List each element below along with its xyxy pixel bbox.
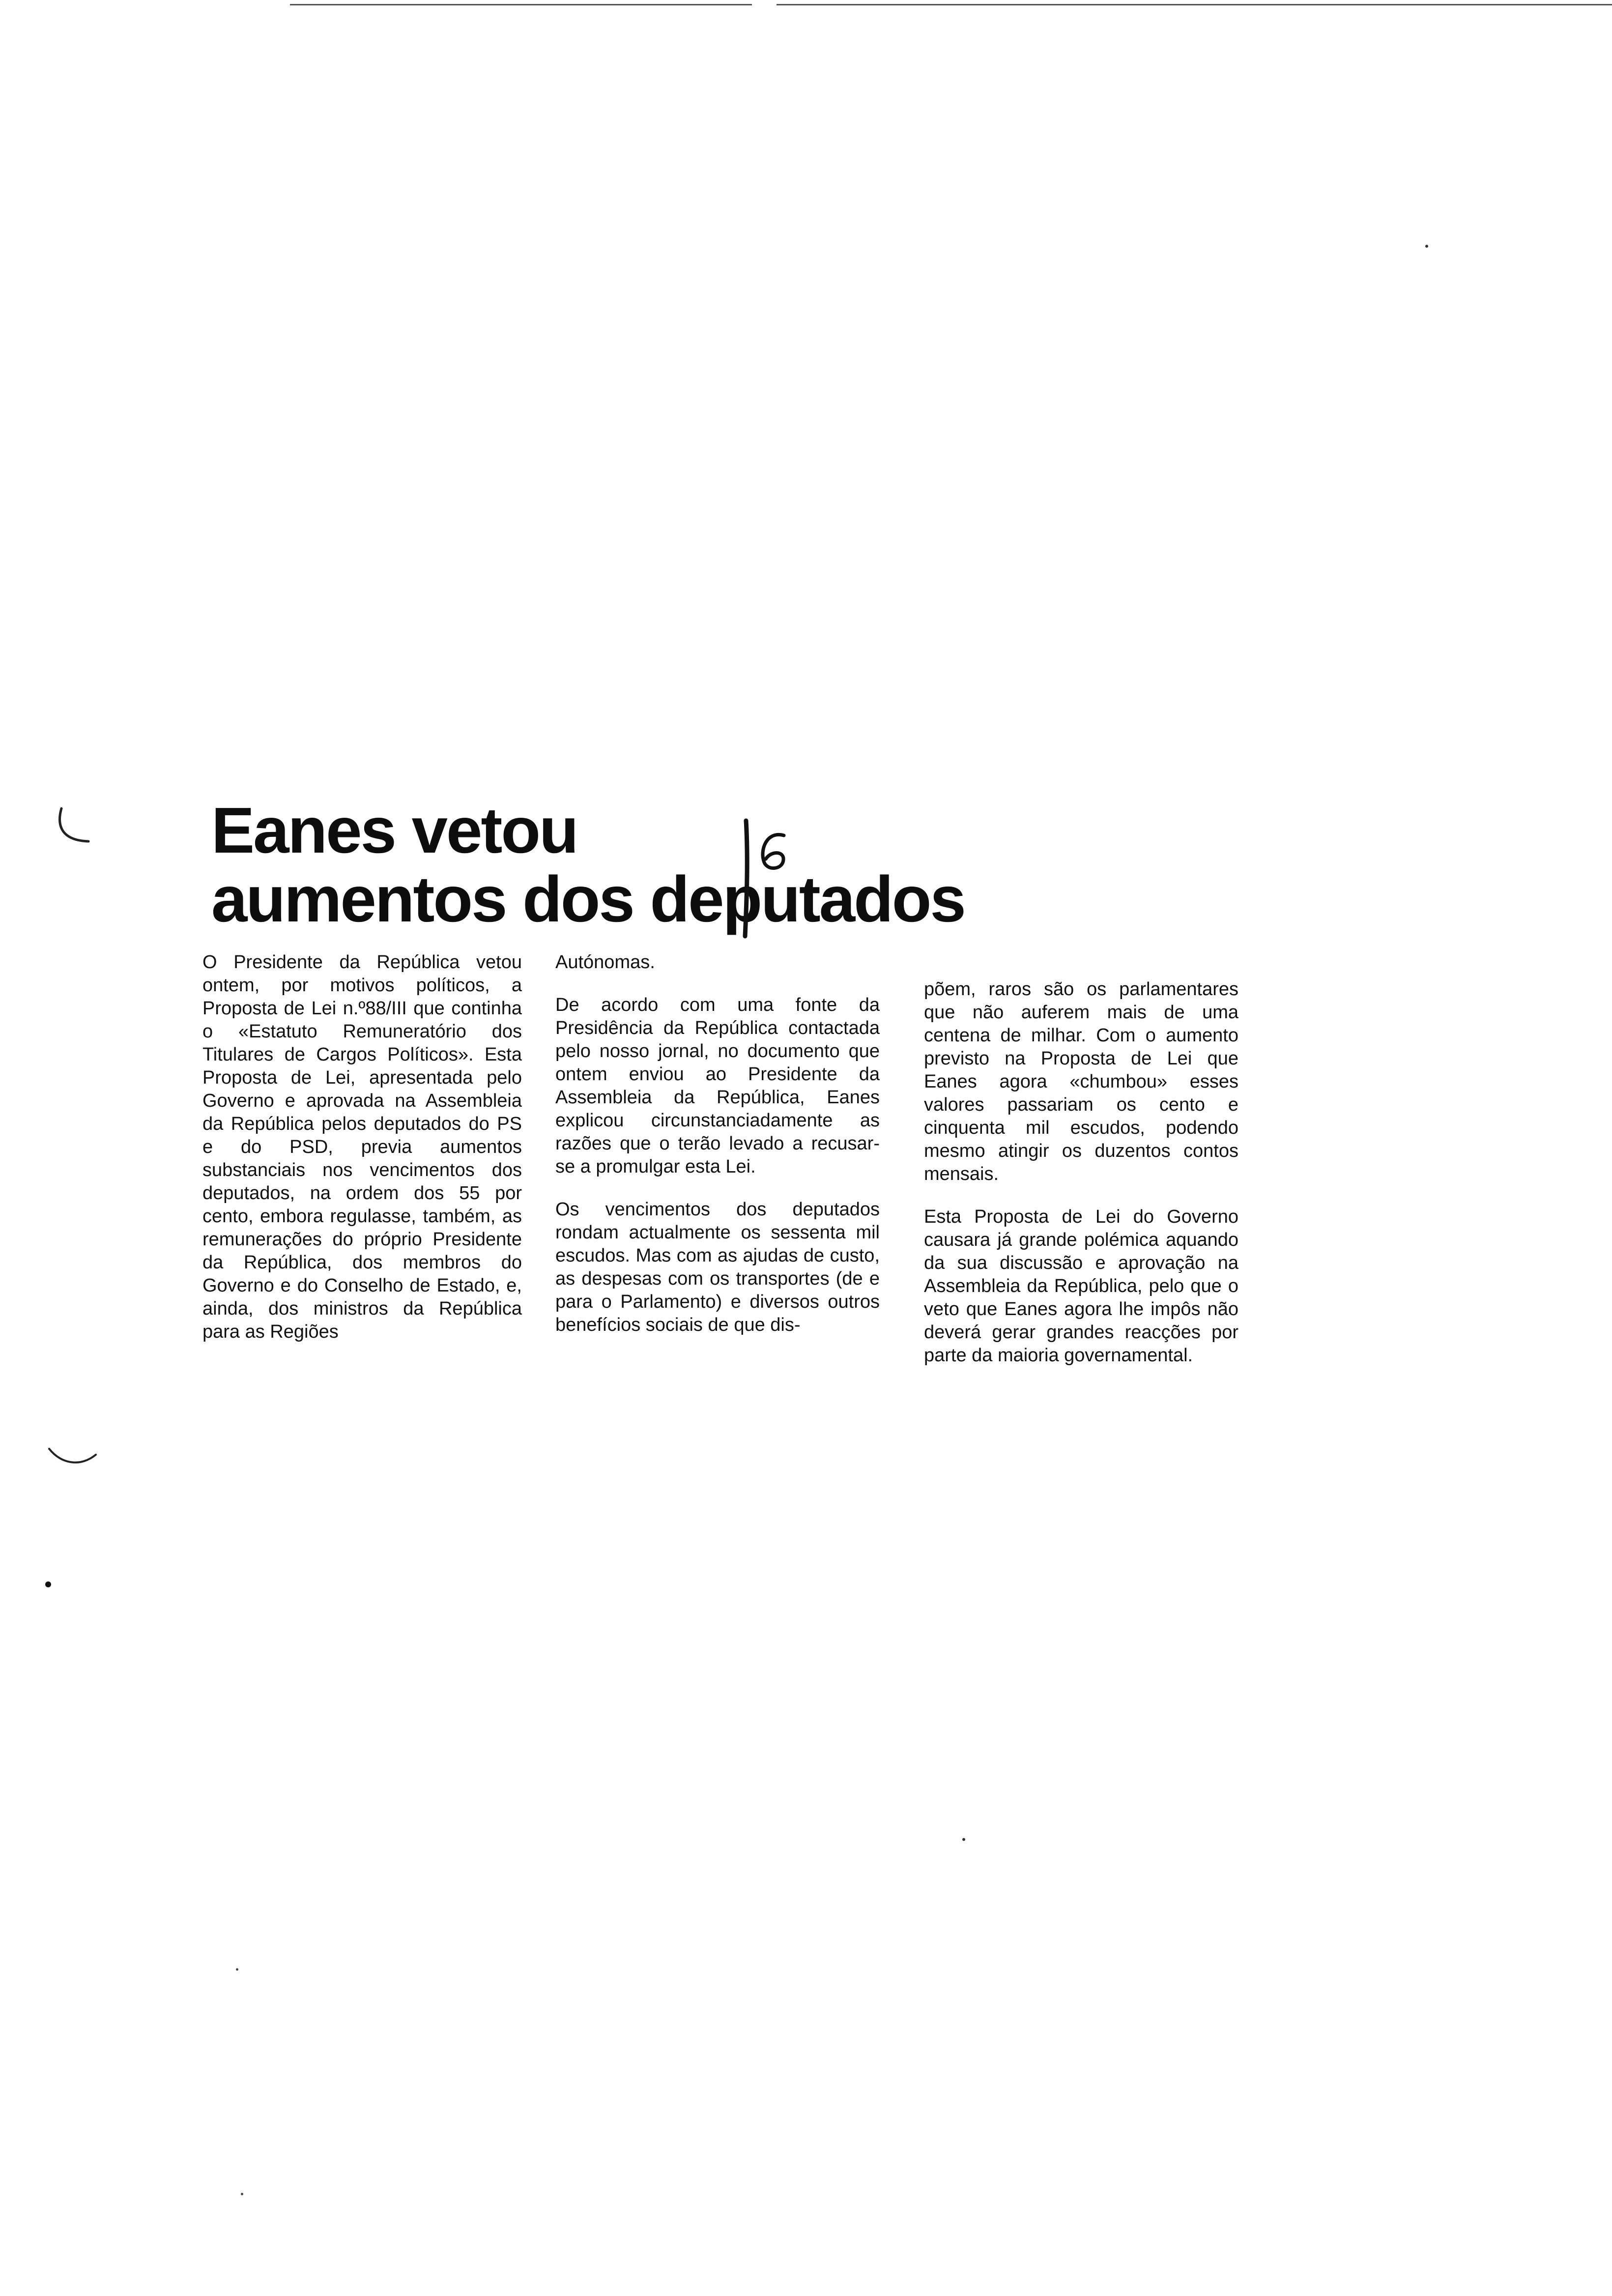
- article-column-3: [924, 978, 1238, 1387]
- paragraph: O Presidente da República vetou ontem, por motivos políticos, a Proposta de Lei n.º88/III que continha o «Estatuto Remuneratório dos Titulares de Cargos Políticos». Esta Proposta de Lei, apresentada pelo Governo e aprovada na Assembleia da República pelos deputados do PS e do PSD, previa aumentos substanciais nos vencimentos dos deputados, na ordem dos 55 por cento, embora regulasse, também, as remunerações do próprio Presidente da República, dos membros do Governo e do Conselho de Estado, e, ainda, dos ministros da República para as Regiões: [202, 952, 522, 1342]
- paragraph: Autónomas.: [555, 952, 655, 973]
- headline-line-2: aumentos dos deputados: [211, 863, 965, 935]
- article-headline: [211, 796, 965, 934]
- headline-line-1: Eanes vetou: [211, 794, 577, 866]
- scan-artifact-dot: [1425, 245, 1428, 248]
- scan-artifact-bracket-icon: [47, 806, 96, 850]
- scan-edge-line: [777, 4, 1612, 5]
- scan-artifact-curve-icon: [47, 1445, 101, 1474]
- paragraph: Os vencimentos dos deputados rondam actualmente os sessenta mil escudos. Mas com as ajudas de custo, as despesas com os transportes (de e para o Parlamento) e diversos outros benefícios sociais de que dis-: [555, 1199, 880, 1335]
- article-column-1: [202, 951, 522, 1363]
- scan-artifact-dot: [236, 1968, 238, 1971]
- paragraph: põem, raros são os parlamentares que não auferem mais de uma centena de milhar. Com o aumento previsto na Proposta de Lei que Eanes agora «chumbou» esses valores passariam os cento e cinquenta mil escudos, podendo mesmo atingir os duzentos contos mensais.: [924, 979, 1238, 1184]
- paragraph: De acordo com uma fonte da Presidência da República contactada pelo nosso jornal, no documento que ontem enviou ao Presidente da Assembleia da República, Eanes explicou circunstanciadamente as razões que o terão levado a recusar-se a promulgar esta Lei.: [555, 995, 880, 1177]
- paragraph: Esta Proposta de Lei do Governo causara já grande polémica aquando da sua discussão e aprovação na Assembleia da República, pelo que o veto que Eanes agora lhe impôs não deverá gerar grandes reacções por parte da maioria governamental.: [924, 1206, 1238, 1366]
- scan-artifact-dot: [962, 1838, 965, 1841]
- scan-artifact-dot: [241, 2193, 243, 2195]
- scan-artifact-dot: [45, 1581, 51, 1587]
- article-column-2: [555, 951, 880, 1356]
- scan-edge-line: [290, 4, 752, 5]
